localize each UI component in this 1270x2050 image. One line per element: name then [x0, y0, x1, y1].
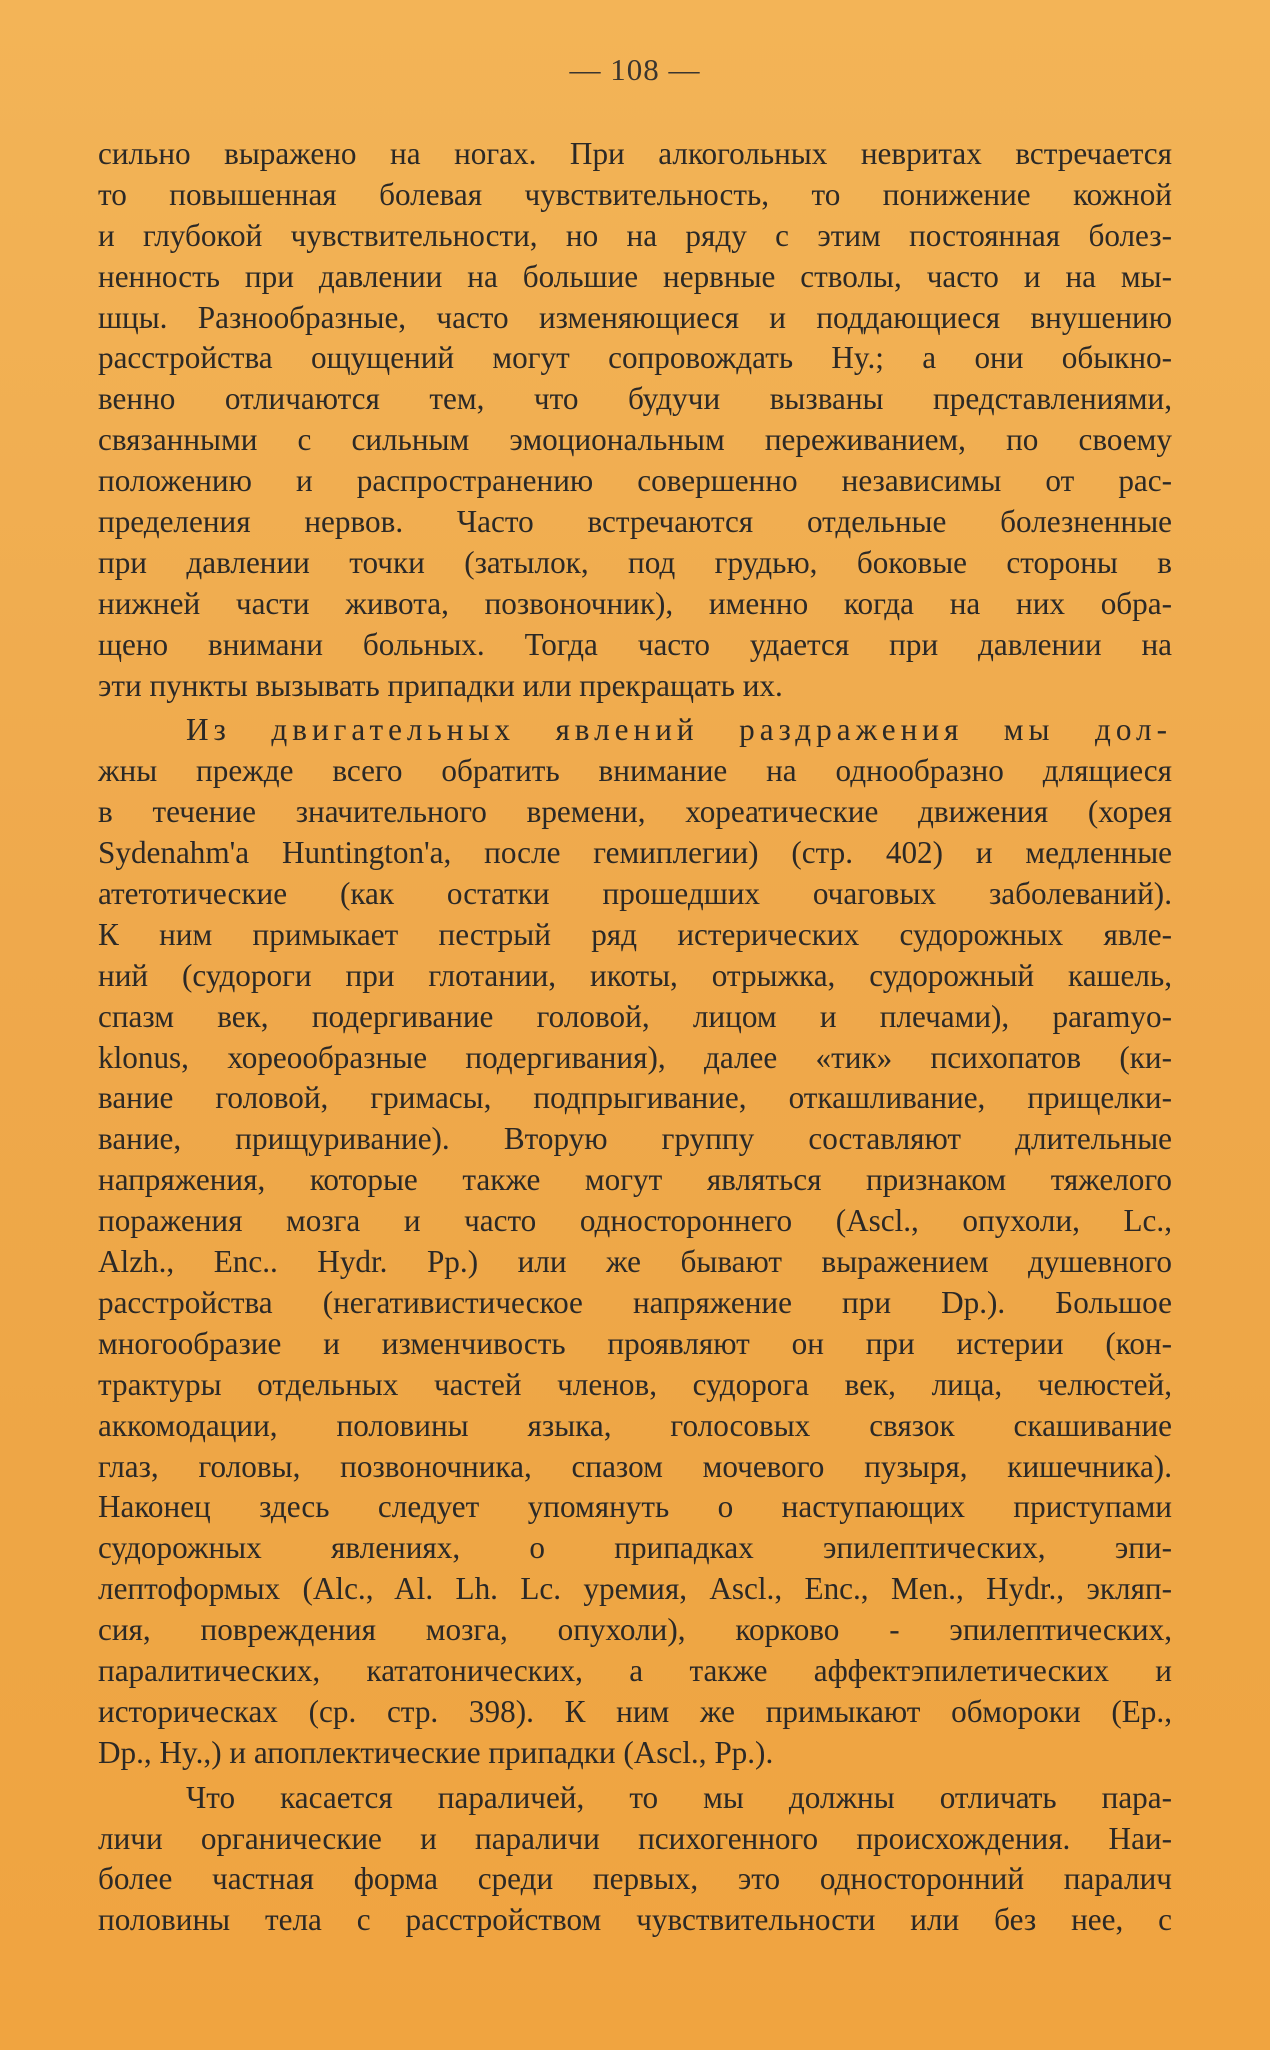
page-body-text: [98, 134, 1172, 1941]
text-line: жны прежде всего обратить внимание на однообразно длящиеся: [98, 753, 1172, 789]
text-line: Alzh., Enc.. Hydr. Pp.) или же бывают выражением душевного: [98, 1244, 1172, 1280]
text-line: половины тела с расстройством чувствительности или без нее, с: [98, 1902, 1172, 1938]
text-line: паралитических, кататонических, а также аффектэпилетических и: [98, 1652, 1172, 1688]
text-line: Sydenahm'a Huntington'a, после гемиплегии) (стр. 402) и медленные: [98, 835, 1172, 871]
text-line: Dp., Hy.,) и апоплектические припадки (Ascl., Pp.).: [98, 1734, 774, 1770]
text-line: расстройства ощущений могут сопровождать Hy.; а они обыкно-: [98, 340, 1172, 376]
text-line: К ним примыкает пестрый ряд истерических судорожных явле-: [98, 916, 1172, 952]
text-line: пределения нервов. Часто встречаются отдельные болезненные: [98, 504, 1172, 540]
text-line: и глубокой чувствительности, но на ряду с этим постоянная болез-: [98, 217, 1172, 253]
page-number: — 108 —: [569, 52, 701, 87]
text-line: напряжения, которые также могут являться признаком тяжелого: [98, 1162, 1172, 1198]
text-line: связанными с сильным эмоциональным переживанием, по своему: [98, 422, 1172, 458]
text-line: щено внимани больных. Тогда часто удается при давлении на: [98, 626, 1172, 662]
text-line: в течение значительного времени, хореатические движения (хорея: [98, 794, 1172, 830]
text-line: положению и распространению совершенно независимы от рас-: [98, 463, 1172, 499]
text-line: сия, повреждения мозга, опухоли), корково - эпилептических,: [98, 1612, 1172, 1648]
text-line: аккомодации, половины языка, голосовых связок скашивание: [98, 1407, 1172, 1443]
text-line: трактуры отдельных частей членов, судорога век, лица, челюстей,: [98, 1366, 1172, 1402]
text-line: поражения мозга и часто одностороннего (Ascl., опухоли, Lc.,: [98, 1203, 1172, 1239]
text-line: историческах (ср. стр. 398). К ним же примыкают обмороки (Ep.,: [98, 1693, 1172, 1729]
text-line: Наконец здесь следует упомянуть о наступающих приступами: [98, 1489, 1172, 1525]
text-line: ненность при давлении на большие нервные стволы, часто и на мы-: [98, 258, 1172, 294]
text-line: личи органические и параличи психогенного происхождения. Наи-: [98, 1820, 1172, 1856]
text-line: при давлении точки (затылок, под грудью, боковые стороны в: [98, 544, 1172, 580]
text-line: klonus, хореообразные подергивания), далее «тик» психопатов (ки-: [98, 1039, 1172, 1075]
text-line: более частная форма среди первых, это односторонний паралич: [98, 1861, 1172, 1897]
text-line: вание, прищуривание). Вторую группу составляют длительные: [98, 1121, 1172, 1157]
text-line: то повышенная болевая чувствительность, то понижение кожной: [98, 176, 1172, 212]
text-line: шцы. Разнообразные, часто изменяющиеся и поддающиеся внушению: [98, 299, 1172, 335]
text-line: спазм век, подергивание головой, лицом и плечами), paramyo-: [98, 998, 1172, 1034]
text-line: лептоформых (Alc., Al. Lh. Lc. уремия, Ascl., Enc., Men., Hydr., экляп-: [98, 1571, 1172, 1607]
text-line: ний (судороги при глотании, икоты, отрыжка, судорожный кашель,: [98, 957, 1172, 993]
text-line: вание головой, гримасы, подпрыгивание, откашливание, прищелки-: [98, 1080, 1172, 1116]
text-line: судорожных явлениях, о припадках эпилептических, эпи-: [98, 1530, 1172, 1566]
text-line: Из двигательных явлений раздражения мы дол-: [186, 712, 1172, 748]
text-line: эти пункты вызывать припадки или прекращать их.: [98, 667, 783, 703]
text-line: атетотические (как остатки прошедших очаговых заболеваний).: [98, 876, 1172, 912]
text-line: Что касается параличей, то мы должны отличать пара-: [186, 1779, 1172, 1815]
text-line: нижней части живота, позвоночник), именно когда на них обра-: [98, 585, 1172, 621]
text-line: многообразие и изменчивость проявляют он при истерии (кон-: [98, 1325, 1172, 1361]
text-line: сильно выражено на ногах. При алкогольных невритах встречается: [98, 136, 1172, 171]
text-line: венно отличаются тем, что будучи вызваны представлениями,: [98, 381, 1172, 417]
text-line: глаз, головы, позвоночника, спазом мочевого пузыря, кишечника).: [98, 1448, 1172, 1484]
text-line: расстройства (негативистическое напряжение при Dp.). Большое: [98, 1284, 1172, 1320]
